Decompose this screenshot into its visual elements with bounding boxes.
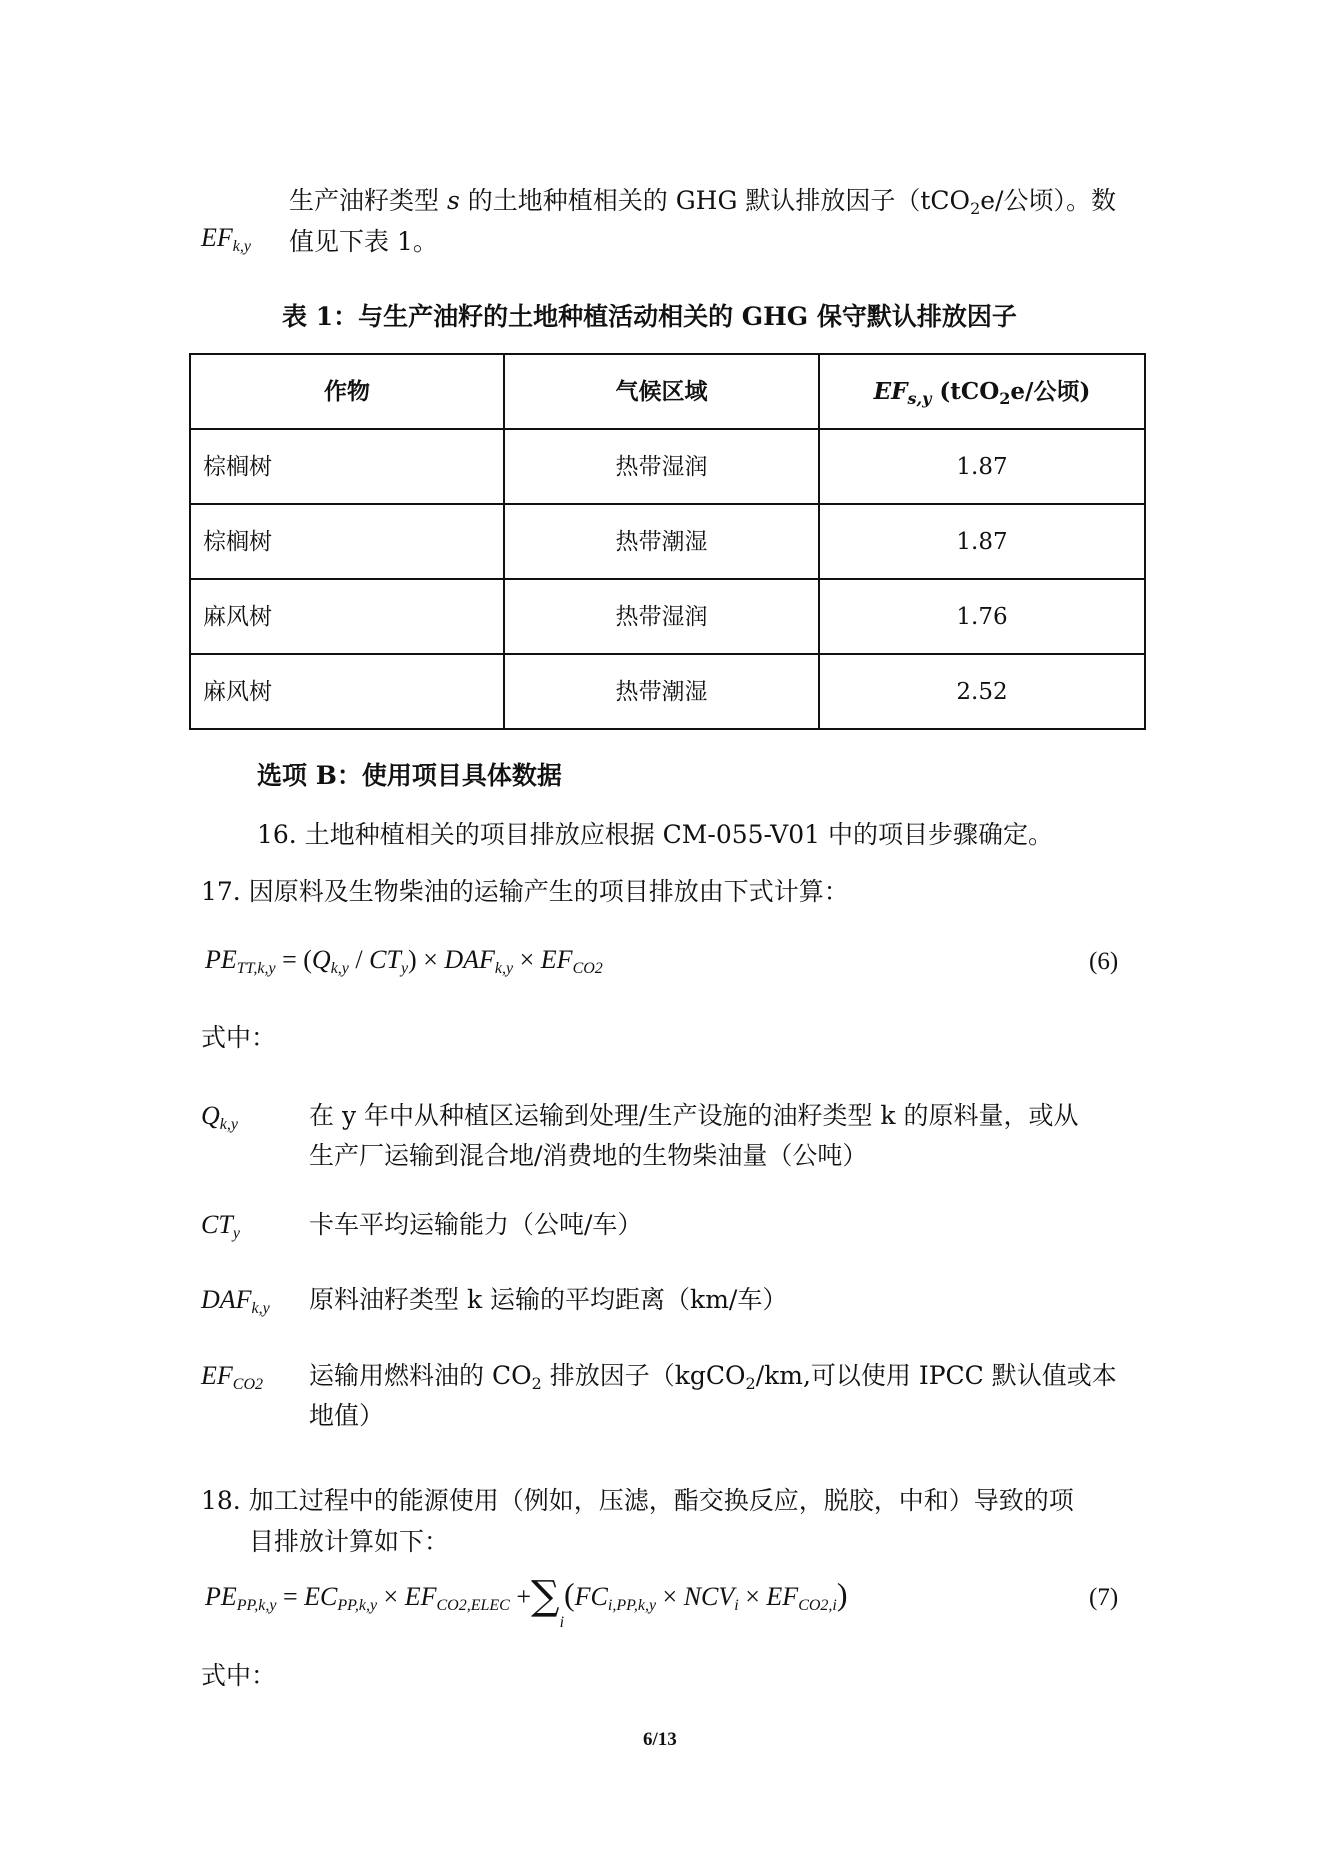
intro-def-text-line1: 生产油籽类型 s 的土地种植相关的 GHG 默认排放因子（tCO$_2$e/公顷）。数 [289, 186, 1116, 218]
cell-value: 2.52 [819, 654, 1145, 729]
header-crop: 作物 [190, 354, 504, 429]
cell-value: 1.76 [819, 579, 1145, 654]
page-number: 6/13 [643, 1729, 677, 1750]
def-daf [201, 1280, 1141, 1320]
cell-crop: 棕榈树 [190, 429, 504, 504]
table-title: 表 1：与生产油籽的土地种植活动相关的 GHG 保守默认排放因子 [282, 302, 1017, 331]
def-ef-co2 [201, 1356, 1141, 1436]
def-q [201, 1096, 1141, 1176]
table-row [190, 654, 1145, 729]
cell-climate: 热带潮湿 [504, 504, 819, 579]
def-ef-co2-symbol: $EF_{CO2}$ [201, 1361, 263, 1393]
cell-climate: 热带潮湿 [504, 654, 819, 729]
cell-crop: 麻风树 [190, 579, 504, 654]
def-q-text: 在 y 年中从种植区运输到处理/生产设施的油籽类型 k 的原料量，或从 生产厂运输到混合地/消费地的生物柴油量（公吨） [309, 1101, 1079, 1170]
def-ct [201, 1205, 1141, 1245]
table-row [190, 579, 1145, 654]
paragraph-18-line2: 目排放计算如下： [249, 1527, 450, 1556]
where-label: 式中： [201, 1023, 277, 1052]
header-ef: $EF_{s,y}$ (tCO$_2$e/公顷) [819, 354, 1145, 429]
table-row [190, 429, 1145, 504]
header-climate: 气候区域 [504, 354, 819, 429]
def-ct-text: 卡车平均运输能力（公吨/车） [309, 1210, 643, 1239]
equation-6: $PE_{TT,k,y} = (Q_{k,y} / CT_y) \times DAF_{k,y} \times EF_{CO2}$ [205, 945, 603, 977]
cell-climate: 热带湿润 [504, 429, 819, 504]
sum-symbol: ∑ [531, 1573, 560, 1619]
equation-7-number: (7) [1089, 1584, 1119, 1611]
def-daf-text: 原料油籽类型 k 运输的平均距离（km/车） [309, 1285, 788, 1314]
table-row [190, 504, 1145, 579]
def-ct-symbol: $CT_y$ [201, 1210, 240, 1242]
table-header-row [190, 354, 1145, 429]
equation-7: $PE_{PP,k,y} = EC_{PP,k,y} \times EF_{CO2,ELEC} +\sum_i(FC_{i,PP,k,y} \times NCV_i \times EF_{CO2,i})$ [205, 1573, 848, 1631]
where-label-2: 式中： [201, 1661, 277, 1690]
paragraph-17: 17. 因原料及生物柴油的运输产生的项目排放由下式计算： [201, 877, 849, 906]
cell-climate: 热带湿润 [504, 579, 819, 654]
intro-def-symbol: $EF_{k,y}$ [201, 223, 251, 255]
def-ef-co2-text: 运输用燃料油的 $CO_2$ 排放因子（kgCO$_2$/km,可以使用 IPCC 默认值或本 地值） [309, 1361, 1117, 1430]
cell-value: 1.87 [819, 429, 1145, 504]
option-b-heading: 选项 B：使用项目具体数据 [257, 761, 562, 790]
equation-6-number: (6) [1089, 948, 1119, 975]
intro-def-text-line2: 值见下表 1。 [289, 227, 438, 256]
cell-crop: 麻风树 [190, 654, 504, 729]
paragraph-18-line1: 18. 加工过程中的能源使用（例如，压滤，酯交换反应，脱胶，中和）导致的项 [201, 1486, 1074, 1515]
emission-factor-table [189, 353, 1146, 730]
def-q-symbol: $Q_{k,y}$ [201, 1101, 238, 1133]
cell-crop: 棕榈树 [190, 504, 504, 579]
def-daf-symbol: $DAF_{k,y}$ [201, 1285, 270, 1317]
cell-value: 1.87 [819, 504, 1145, 579]
paragraph-16: 16. 土地种植相关的项目排放应根据 CM-055-V01 中的项目步骤确定。 [257, 820, 1053, 849]
